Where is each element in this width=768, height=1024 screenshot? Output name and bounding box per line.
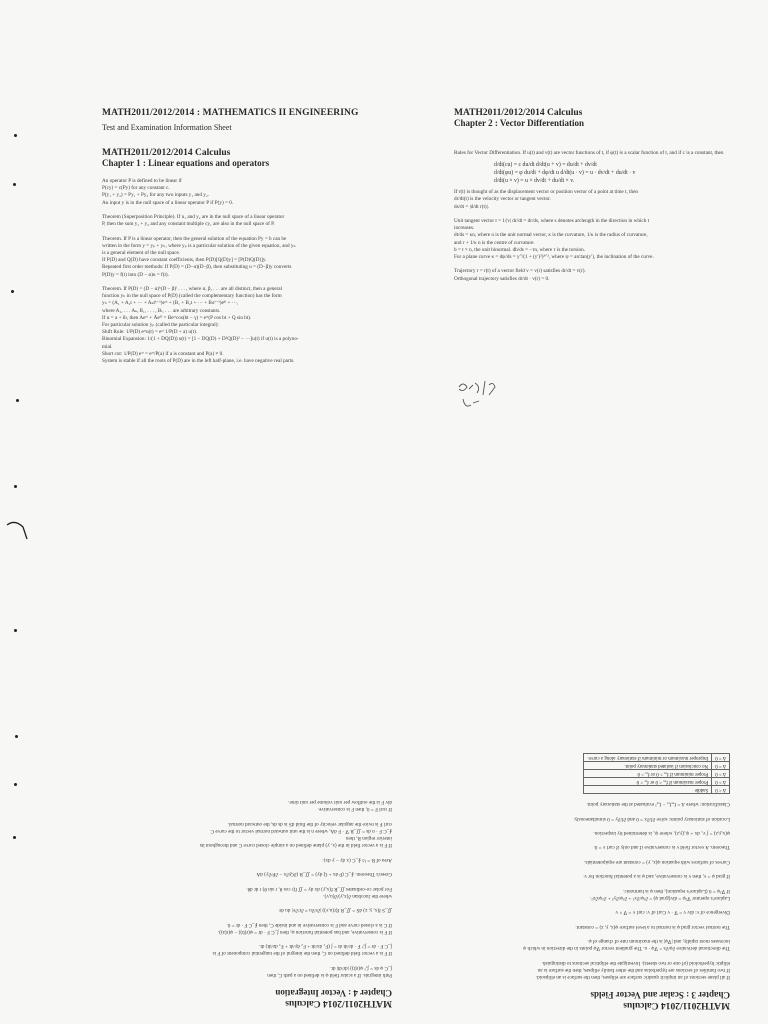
table-cell: Δ > 0 [712,777,730,785]
table-cell: Δ = 0 [712,753,730,761]
text-line: If two families of sections are hyperbolas and the other family ellipses, then the surface is an [537,966,730,973]
binder-dot [13,183,16,186]
sheet-subtitle: Test and Examination Information Sheet [102,123,232,132]
text-line [430,865,730,872]
chapter-body [454,189,744,283]
text-line: Laplace's operator ∇²φ = div(grad φ) = ∂²φ/∂x² + ∂²φ/∂y² + ∂²φ/∂z². [590,894,730,901]
text-line [102,863,392,870]
text-line: φ(x,y,z) = ∫ v₁ dx + ψ₁(y,z), where ψ₁ is determined by inspection. [593,829,730,836]
text-line [430,822,730,829]
text-line: ∬_S f(x, y, z) dS = ∬_R f(r(u,v)) |∂r/∂u × ∂r/∂v| du dv [278,907,392,914]
text-line: ∫_C F · dr = ∫ₐᵇ F · dr/dt dt = ∫ (F₁ dx/dt + F₂ dy/dt + F₃ dz/dt) dt. [259,943,392,950]
text-line: increases most rapidly, and |∇φ| is the maximum rate of change of φ. [587,937,730,944]
text-line: If all plane sections of an implicit quadric surface are ellipses, then the surface is an ellipsoid. [535,974,730,980]
text-line: An input y is in the null space of a linear operator P if P(y) = 0. [102,199,234,206]
text-line [102,279,392,286]
binder-dot [14,783,17,786]
binder-dot [13,836,16,839]
binder-dot [14,485,17,488]
text-line: The normal vector grad φ is normal to a level surface φ(x, y, z) = constant. [575,923,730,930]
text-line: elliptic hyperboloid (of one or two sheets). Investigate the elliptical sections to distinguish. [541,959,730,966]
chapter-heading: Chapter 4 : Vector Integration [275,988,392,998]
classification-table [583,753,730,794]
text-line [102,877,392,884]
pen-mark [5,519,35,541]
text-line: Short cut: 1/P(D) eᵃᵗ = eᵃᵗ/P(a) if a is constant and P(a) ≠ 0. [102,350,224,357]
text-line: function yₕ in the null space of P(D) (called the complementary function) has the form [102,293,282,300]
text-line [430,850,730,857]
text-line: For a plane curve κ = dψ/ds = y″/(1 + (y′)²)³ᐟ², where ψ = arctan(y′), the inclination of the curve. [454,254,654,261]
table-row [584,761,730,769]
text-line: P(y₁ + y₂) = Py₁ + Py₂ for any two inputs y₁ and y₂. [102,192,209,199]
text-line: interior region R, then [345,835,392,842]
text-line: yₕ = (A₁ + A₂t + ··· + Aₖtᵏ⁻¹)eᵅᵗ + (B₁ + B₂t + ··· + Bₗtˡ⁻¹)eᵝᵗ + ···, [102,300,239,307]
text-line: If F is conservative, and has potential function φ, then ∫_C F · dr = φ(r(b)) − φ(r(a)). [217,928,392,935]
text-line: P(cy) = c(Py) for any constant c. [102,185,170,192]
table-cell: Proper maximum if fₓₓ < 0 or fᵧᵧ < 0 [584,777,712,785]
text-line: Theorem. A vector field v is conservative if and only if curl v = 0. [593,844,730,851]
text-line: An operator P is defined to be linear if [102,178,182,184]
text-line [430,951,730,958]
text-line: is a general element of the null space. [102,250,181,257]
text-line: and r + 1/κ n is the centre of curvature. [454,239,535,246]
text-line [102,848,392,855]
text-line: P, then the sum y₁ + y₂ and any constant multiple cy₁ are also in the null space of P. [102,221,275,228]
section-chapter-3 [430,600,730,1010]
text-line [102,913,392,920]
text-line: For polar co-ordinates ∬_R f(x,y) dx dy = ∬ f(r cos θ, r sin θ) r dr dθ. [246,885,392,892]
binder-dot [14,629,17,632]
text-line: The directional derivative ∂φ/∂s = ∇φ · u. The gradient vector ∇φ points in the direction in which φ [523,945,730,952]
text-line: ∫_C φ ds = ∫ₐᵇ φ(r(t)) |dr/dt| dt. [330,964,392,971]
binder-dot [11,290,14,293]
text-line: dr/dt(t) is the velocity vector or tangent vector. [454,196,551,203]
formula-line: d/dt(u × v) = u × dv/dt + du/dt × v. [494,178,575,185]
text-line [430,915,730,922]
text-line: P(D)y = f(t) into (D − α)u = f(t). [102,271,169,278]
chapter-body [102,178,392,365]
course-heading: MATH2011/2012/2014 Calculus [454,108,583,118]
text-line: Path integrals. If a scalar field φ is defined on a path C, then [267,972,392,978]
text-line: Classification: where Δ = fₓₓfᵧᵧ − fₓᵧ² evaluated at the stationary point. [586,801,730,808]
text-line: If grad φ = v, then v is conservative, and φ is a potential function for v. [583,873,730,880]
text-line [430,836,730,843]
text-line [102,956,392,963]
table-cell: No conclusion if isolated stationary point. [584,761,712,769]
text-line: Theorem (Superposition Principle). If u₁ and y₂ are in the null space of a linear operator [102,214,285,221]
formula-block [454,161,744,185]
text-line: If r(t) is thought of as the displacement vector or position vector of a point at time t, then [454,189,638,196]
text-line [430,807,730,814]
text-line: Area of R = ½ ∮_C (x dy − y dx). [322,856,392,863]
table-row [584,785,730,793]
text-line: ∮_C F · n ds = ∬_R ∇ · F dA, where n is the unit outward normal vector to the curve C [210,827,392,834]
course-heading: MATH2011/2012/2014 Calculus [102,148,231,158]
text-line: For particular solution yₚ (called the particular integral): [102,322,219,329]
chapter-heading: Chapter 2 : Vector Differentiation [454,118,584,128]
text-line: where the Jacobian ∂(x,y)/∂(u,v). [323,892,392,899]
text-line: If ∇²φ = 0 (Laplace's equation), then φ is harmonic. [622,887,730,894]
text-line [102,812,392,819]
binder-dot [14,134,17,137]
text-line: Shift Rule: 1/P(D) eᵃᵗu(t) = eᵃᵗ 1/P(D + a) u(t). [102,329,198,336]
text-line: Curves of surfaces with equation φ(x, y) = constant are equipotentials. [584,858,730,865]
section-chapter-4 [102,548,392,1008]
text-line: Trajectory r = r(t) of a vector field v = v(r) satisfies dr/dt = v(r). [454,268,586,275]
course-heading: MATH2011/2014 Calculus [623,1000,730,1010]
text-line [430,901,730,908]
text-line: If F is a vector field in the (x, y) plane defined on a simple closed curve C and throughout its [199,842,392,849]
chapter-body [102,798,392,978]
text-line: Orthogonal trajectory satisfies dr/dt · v(r) = 0. [454,275,550,282]
binder-dot [16,399,19,402]
text-line: Divergence of v: div v = ∇ · v Curl of v: curl v = ∇ × v [615,909,730,916]
text-line [102,228,392,235]
text-line: Theorem. If P is a linear operator, then the general solution of the equation Py = b can be [102,235,287,242]
text-line: If P(D) and Q(D) have constant coefficients, then P(D)[Q(D)y] = [P(D)Q(D)]y. [102,257,267,264]
text-line: Binomial Expansion: 1/(1 + DQ(D)) u(t) = [1 − DQ(D) + D²Q(D)² − ···]u(t) if u(t) is a polyno- [102,336,299,343]
text-line: curl F is twice the angular velocity of the fluid dS is ds ds, the outward normal. [227,820,392,827]
table-row [584,777,730,785]
chapter-body [430,800,730,980]
text-line: Green's Theorem. ∮_C (P dx + Q dy) = ∬_R (∂Q/∂x − ∂P/∂y) dA [256,871,392,878]
text-line [430,930,730,937]
text-line [430,879,730,886]
formula-line: d/dt(cu) = c du/dt d/dt(u + v) = du/dt + dv/dt [494,162,597,169]
text-line [102,935,392,942]
text-line: Repeated first order methods: If P(D) = (D−α)(D−β), then substituting u = (D−β)y converts [102,264,292,271]
table-cell: Proper minimum if fₓₓ > 0 or fᵧᵧ > 0 [584,769,712,777]
text-line: div F is the outflow per unit volume per unit time. [288,799,392,806]
text-line: If C is a closed curve and F is conservative in and inside C, then ∮_C F · dr = 0. [226,921,392,928]
text-line: increases. [454,225,475,232]
text-line: If α = a + ib, then Aeᵅᵗ + Āeᵅ̄ᵗ = Beᵃᵗcos(bt − γ) = eᵃᵗ(P cos bt + Q sin bt). [102,314,252,321]
text-line: where A₁, . . . Aₖ, B₁, . . . , Bₗ, . . . are arbitrary constants. [102,307,221,314]
text-line: dt/ds = κn, where n is the unit normal vector, κ is the curvature, 1/κ is the radius of curvature, [454,232,648,239]
text-line [454,211,744,218]
table-row [584,753,730,761]
table-cell: Improper maximum or minimum if stationary along a curve. [584,753,712,761]
handwritten-note [455,375,515,415]
chapter-heading: Chapter 3 : Scalar and Vector Fields [590,990,730,1000]
text-line: Theorem. If P(D) = (D − α)ᵏ(D − β)ˡ . . . , where α, β, . . . are all distinct, then a general [102,286,283,293]
text-line: If F is a vector field defined on C, then the integral of the tangential component of F is [212,950,392,957]
binder-dot [15,735,18,738]
text-line: mial. [102,343,113,350]
table-cell: Δ = 0 [712,761,730,769]
text-line: b = t × n, the unit binormal. db/ds = −τn, where τ is the torsion. [454,246,585,253]
text-line: written in the form y = yₚ + yₕ, where yₚ is a particular solution of the given equation, and yₕ [102,242,296,249]
formula-line: d/dt(φu) = φ du/dt + dφ/dt u d/dt(u · v) = u · dv/dt + du/dt · v [494,170,636,177]
text-line [102,207,392,214]
sheet-title: MATH2011/2012/2014 : MATHEMATICS II ENGINEERING [102,108,359,118]
table-cell: Saddle [584,785,712,793]
table-row [584,769,730,777]
text-line: Location of stationary points: solve ∂f/∂x = 0 and ∂f/∂y = 0 simultaneously. [573,815,730,822]
table-cell: Δ > 0 [712,769,730,777]
text-line: System is stable if all the roots of P(D) are in the left half-plane, i.e. have negative real parts. [102,358,295,365]
text-line: ds/dt = |d/dt r(t)|. [454,203,489,210]
text-line: If curl F = 0, then F is conservative. [317,806,392,813]
text-line: Unit tangent vector t = 1/|v| dr/dt = dr/ds, where s denotes arclength in the direction in which t [454,218,650,225]
rules-intro: Rules for Vector Differentiation. If u(t) and v(t) are vector functions of t, if φ(t) is a scalar function of t, and if c is a constant, then [454,150,724,156]
section-chapter-1 [102,108,392,478]
table-cell: Δ < 0 [712,785,730,793]
course-heading: MATH2011/2014 Calculus [285,998,392,1008]
text-line [102,899,392,906]
chapter-heading: Chapter 1 : Linear equations and operators [102,158,270,168]
